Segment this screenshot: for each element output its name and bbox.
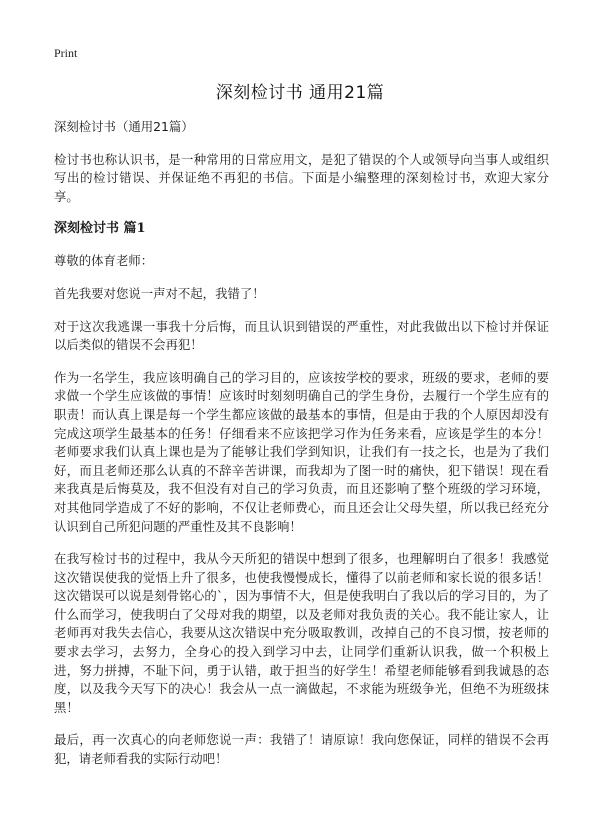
body-paragraph: 最后，再一次真心的向老师您说一声：我错了！请原谅！我向您保证，同样的错误不会再犯，请老师看我的实际行动吧！ [54,732,549,767]
body-paragraph: 对于这次我逃课一事我十分后悔，而且认识到错误的严重性，对此我做出以下检讨并保证以后类似的错误不会再犯！ [54,318,549,353]
body-paragraph: 首先我要对您说一声对不起，我错了！ [54,285,265,301]
body-paragraph: 作为一名学生，我应该明确自己的学习目的，应该按学校的要求，班级的要求，老师的要求做一个学生应该做的事情！应该时时刻刻明确自己的学生身份，去履行一个学生应有的职责！而认真上课是每一个学生都应该做的最基本的事情，但是由于我的个人原因却没有完成这项学生最基本的任务！仔细看来不应该把学习作为任务来看，应该是学生的本分！老师要求我们认真上课也是为了能够让我们学到知识，让我们有一技之长，也是为了我们好，而且老师还那么认真的不辞辛苦讲课，而我却为了图一时的痛快，犯下错误！现在看来我真是后悔莫及，我不但没有对自己的学习负责，而且还影响了整个班级的学习环境，对其他同学造成了不好的影响，不仅让老师费心，而且还会让父母失望，所以我已经充分认识到自己所犯问题的严重性及其不良影响！ [54,369,549,534]
intro-paragraph: 检讨书也称认识书，是一种常用的日常应用文，是犯了错误的个人或领导向当事人或组织写出的检讨错误、并保证绝不再犯的书信。下面是小编整理的深刻检讨书，欢迎大家分享。 [54,151,549,204]
document-subtitle: 深刻检讨书（通用21篇） [54,119,194,134]
print-link[interactable]: Print [54,46,78,60]
document-body [54,118,549,783]
body-paragraph: 在我写检讨书的过程中，我从今天所犯的错误中想到了很多，也理解明白了很多！我感觉这次错误使我的觉悟上升了很多，也使我慢慢成长，懂得了以前老师和家长说的很多话！这次错误可以说是刻骨铭心的`，因为事情不大，但是使我明白了我以后的学习目的，为了什么而学习，使我明白了父母对我的期望，以及老师对我负责的关心。我不能让家人，让老师再对我失去信心，我要从这次错误中充分吸取教训，改掉自己的不良习惯，按老师的要求去学习，去努力，全身心的投入到学习中去，让同学们重新认识我，做一个积极上进，努力拼搏，不耻下问，勇于认错，敢于担当的好学生！希望老师能够看到我诚恳的态度，以及我今天写下的决心！我会从一点一滴做起，不求能为班级争光，但绝不为班级抹黑！ [54,551,549,715]
page-title: 深刻检讨书 通用21篇 [215,83,385,103]
salutation: 尊敬的体育老师： [54,253,154,269]
section-heading: 深刻检讨书 篇1 [54,221,146,237]
